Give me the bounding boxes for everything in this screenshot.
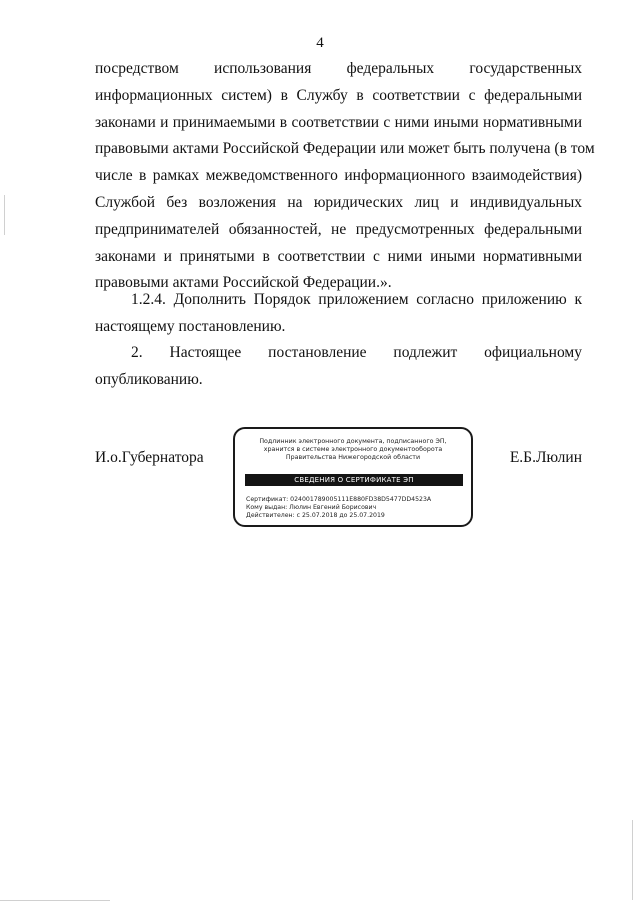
stamp-header-line: Правительства Нижегородской области [285,454,421,461]
text-line: правовыми актами Российской Федерации.». [95,274,392,292]
stamp-certificate-bar: СВЕДЕНИЯ О СЕРТИФИКАТЕ ЭП [245,474,463,486]
certificate-owner: Кому выдан: Люлин Евгений Борисович [246,504,377,511]
text-line: Службой без возложения на юридических лиц и индивидуальных [95,193,582,211]
text-line: информационных систем) в Службу в соответствии с федеральными [95,86,582,104]
text-line: законами и принятыми в соответствии с ними иными нормативными [95,247,582,265]
stamp-header [249,438,457,462]
certificate-number: Сертификат: 024001789005111E880FD38D5477DD4523A [246,496,432,503]
text-line: 2. Настоящее постановление подлежит официальному [131,344,582,361]
paragraph-1-2-4 [95,287,582,341]
certificate-validity: Действителен: с 25.07.2018 до 25.07.2019 [246,512,385,519]
scan-edge-bottom [0,900,110,901]
electronic-signature-stamp [233,427,473,527]
text-line: 1.2.4. Дополнить Порядок приложением согласно приложению к [131,291,582,308]
stamp-header-line: хранится в системе электронного документооборота [263,446,443,453]
paragraph-2 [95,340,582,394]
signatory-title: И.о.Губернатора [95,449,204,466]
stamp-details [246,496,463,520]
text-line: правовыми актами Российской Федерации или может быть получена (в том [95,140,595,158]
text-line: числе в рамках межведомственного информационного взаимодействия) [95,167,582,185]
text-line: опубликованию. [95,370,203,388]
text-line: настоящему постановлению. [95,317,286,335]
page-number: 4 [316,35,324,51]
text-line: законами и принимаемыми в соответствии с ними иными нормативными [95,113,582,131]
paragraph-continuation [95,56,595,297]
signatory-name: Е.Б.Люлин [509,449,582,466]
text-line: посредством использования федеральных государственных [95,60,582,77]
stamp-header-line: Подлинник электронного документа, подписанного ЭП, [259,438,447,445]
scan-edge-left [4,195,5,235]
scan-edge-right [632,820,633,900]
text-line: предпринимателей обязанностей, не предусмотренных федеральными [95,220,582,238]
